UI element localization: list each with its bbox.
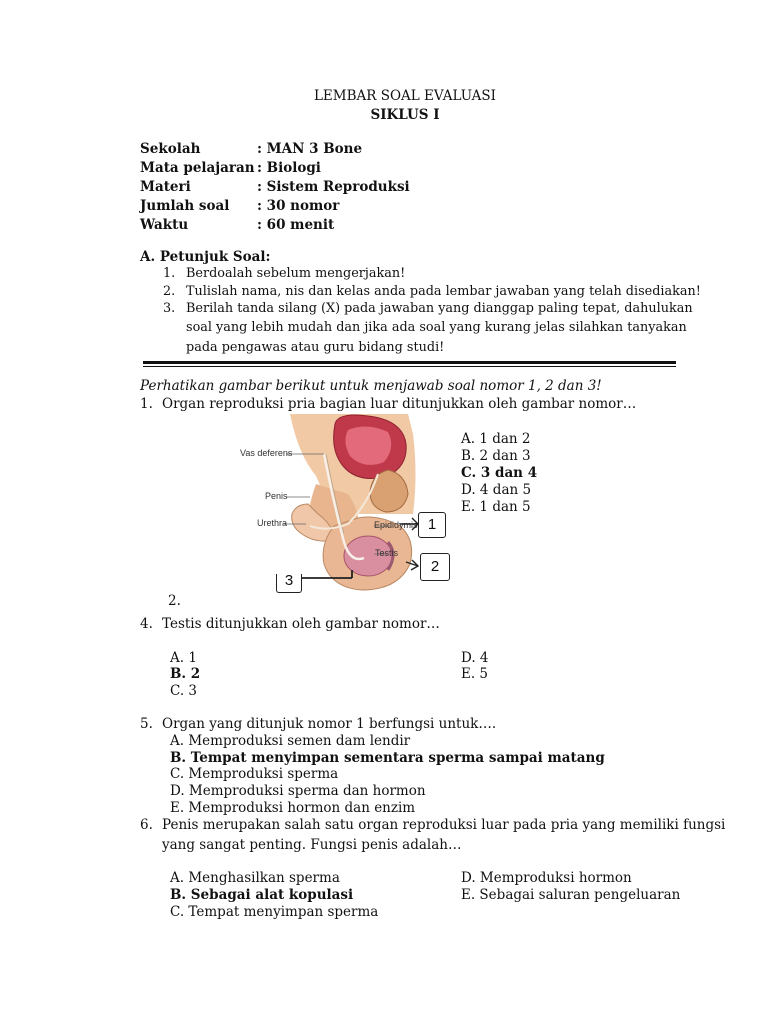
question-number: 5. xyxy=(140,716,153,732)
question-text: yang sangat penting. Fungsi penis adalah… xyxy=(162,837,462,853)
page-title: LEMBAR SOAL EVALUASI xyxy=(313,88,497,104)
instruction-text: soal yang lebih mudah dan jika ada soal yang kurang jelas silahkan tanyakan xyxy=(186,320,687,335)
option: C. Memproduksi sperma xyxy=(170,766,339,782)
info-value: : Sistem Reproduksi xyxy=(257,179,410,195)
marker-3: 3 xyxy=(276,574,302,593)
instruction-number: 1. xyxy=(163,266,176,281)
question-text: Organ yang ditunjuk nomor 1 berfungsi untuk…. xyxy=(162,716,497,732)
question-number: 2. xyxy=(168,593,181,609)
figure-label-urethra: Urethra xyxy=(257,518,288,528)
instruction-number: 3. xyxy=(163,301,176,316)
option-correct: B. 2 xyxy=(170,666,201,682)
option: E. 1 dan 5 xyxy=(461,499,531,515)
info-value: : 30 nomor xyxy=(257,198,340,214)
figure-label-vas-deferens: Vas deferens xyxy=(240,448,293,458)
question-number: 6. xyxy=(140,817,153,833)
option: E. 5 xyxy=(461,666,489,682)
option: A. Memproduksi semen dam lendir xyxy=(170,733,411,749)
info-label: Waktu xyxy=(140,217,189,233)
option-correct: B. Tempat menyimpan sementara sperma sampai matang xyxy=(170,750,605,766)
question-number: 1. xyxy=(140,396,153,412)
option: C. Tempat menyimpan sperma xyxy=(170,904,379,920)
option: A. 1 dan 2 xyxy=(461,431,531,447)
instruction-text: Berilah tanda silang (X) pada jawaban yang dianggap paling tepat, dahulukan xyxy=(186,301,693,316)
instruction-text: Tulislah nama, nis dan kelas anda pada lembar jawaban yang telah disediakan! xyxy=(186,284,701,299)
option: D. 4 xyxy=(461,650,489,666)
info-value: : Biologi xyxy=(257,160,321,176)
instruction-text: Berdoalah sebelum mengerjakan! xyxy=(186,266,406,281)
divider xyxy=(143,366,676,367)
question-text: Organ reproduksi pria bagian luar ditunjukkan oleh gambar nomor… xyxy=(162,396,637,412)
figure-intro: Perhatikan gambar berikut untuk menjawab soal nomor 1, 2 dan 3! xyxy=(140,378,602,394)
instruction-text: pada pengawas atau guru bidang studi! xyxy=(186,340,445,355)
question-text: Penis merupakan salah satu organ reproduksi luar pada pria yang memiliki fungsi xyxy=(162,817,726,833)
info-label: Mata pelajaran xyxy=(140,160,255,176)
instruction-number: 2. xyxy=(163,284,176,299)
figure-label-epididymis: Epididymis xyxy=(374,520,418,530)
arrow-icon xyxy=(400,518,418,530)
option-correct: C. 3 dan 4 xyxy=(461,465,538,481)
question-number: 4. xyxy=(140,616,153,632)
info-value: : 60 menit xyxy=(257,217,335,233)
divider xyxy=(143,361,676,364)
option: B. 2 dan 3 xyxy=(461,448,531,464)
option: C. 3 xyxy=(170,683,198,699)
instructions-heading: A. Petunjuk Soal: xyxy=(140,249,271,265)
figure-label-testis: Testis xyxy=(375,548,399,558)
marker-2: 2 xyxy=(420,553,450,581)
option: D. Memproduksi hormon xyxy=(461,870,632,886)
page-subtitle: SIKLUS I xyxy=(370,107,440,123)
info-label: Sekolah xyxy=(140,141,201,157)
option: A. 1 xyxy=(170,650,197,666)
option-correct: B. Sebagai alat kopulasi xyxy=(170,887,354,903)
arrow-icon xyxy=(406,560,418,570)
option: E. Memproduksi hormon dan enzim xyxy=(170,800,416,816)
info-label: Jumlah soal xyxy=(140,198,230,214)
info-value: : MAN 3 Bone xyxy=(257,141,363,157)
figure-label-penis: Penis xyxy=(265,491,288,501)
option: D. Memproduksi sperma dan hormon xyxy=(170,783,426,799)
question-text: Testis ditunjukkan oleh gambar nomor… xyxy=(162,616,440,632)
info-label: Materi xyxy=(140,179,191,195)
option: D. 4 dan 5 xyxy=(461,482,532,498)
option: E. Sebagai saluran pengeluaran xyxy=(461,887,681,903)
option: A. Menghasilkan sperma xyxy=(170,870,340,886)
marker-1: 1 xyxy=(418,512,446,538)
